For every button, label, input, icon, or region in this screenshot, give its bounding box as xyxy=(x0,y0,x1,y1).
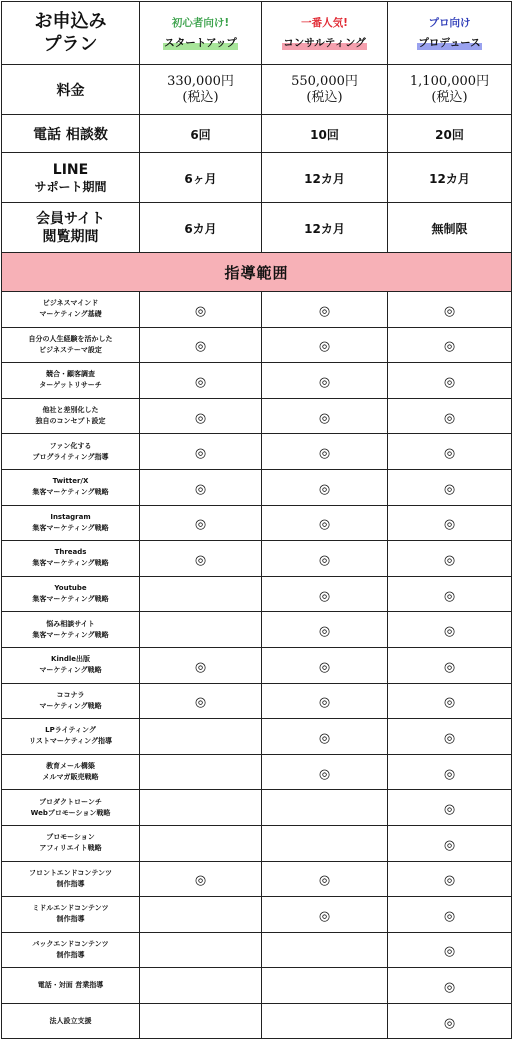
included-mark-icon: ◎ xyxy=(443,374,456,390)
included-mark-icon: ◎ xyxy=(443,802,456,818)
included-mark-icon: ◎ xyxy=(443,944,456,960)
feature-row xyxy=(2,861,512,897)
price-label-cell xyxy=(2,65,140,115)
price-tax-note: (税込) xyxy=(306,89,343,105)
included-mark-icon: ◎ xyxy=(194,517,207,533)
feature-label-cell xyxy=(2,505,140,541)
plan-corner-cell xyxy=(2,2,140,65)
included-mark-icon: ◎ xyxy=(443,766,456,782)
included-mark-icon: ◎ xyxy=(318,766,331,782)
feature-cell-consulting xyxy=(262,683,388,719)
feature-cell-startup xyxy=(140,790,262,826)
feature-label-line2: 集客マーケティング戦略 xyxy=(32,559,109,568)
member-site-cell-produce xyxy=(388,203,512,253)
plan-header-consulting xyxy=(262,2,388,65)
feature-cell-produce xyxy=(388,861,512,897)
included-mark-icon: ◎ xyxy=(194,339,207,355)
included-mark-icon: ◎ xyxy=(318,552,331,568)
feature-label-cell xyxy=(2,1003,140,1039)
feature-cell-startup xyxy=(140,683,262,719)
included-mark-icon: ◎ xyxy=(443,1015,456,1031)
feature-row xyxy=(2,825,512,861)
feature-cell-consulting xyxy=(262,719,388,755)
plan-header-produce xyxy=(388,2,512,65)
feature-cell-startup xyxy=(140,647,262,683)
feature-label-cell xyxy=(2,719,140,755)
feature-cell-consulting xyxy=(262,754,388,790)
feature-label-line1: ビジネスマインド xyxy=(42,299,99,308)
feature-cell-produce xyxy=(388,932,512,968)
member-site-cell-consulting xyxy=(262,203,388,253)
plan-tag-startup: 初心者向け! xyxy=(171,17,230,29)
feature-label-line2: ターゲットリサーチ xyxy=(39,381,102,390)
feature-label-line1: 教育メール構築 xyxy=(46,762,95,771)
feature-label-line1: Twitter/X xyxy=(52,477,89,486)
feature-cell-consulting xyxy=(262,541,388,577)
included-mark-icon: ◎ xyxy=(318,339,331,355)
feature-cell-produce xyxy=(388,968,512,1004)
feature-label-line1: 自分の人生経験を活かした xyxy=(28,334,113,343)
line-support-label-line2: サポート期間 xyxy=(34,179,107,194)
included-mark-icon: ◎ xyxy=(318,446,331,462)
feature-cell-produce xyxy=(388,292,512,328)
feature-cell-startup xyxy=(140,292,262,328)
feature-cell-startup xyxy=(140,327,262,363)
included-mark-icon: ◎ xyxy=(318,730,331,746)
included-mark-icon: ◎ xyxy=(443,873,456,889)
feature-row xyxy=(2,683,512,719)
plan-name-consulting: コンサルティング xyxy=(283,37,366,49)
feature-cell-startup xyxy=(140,897,262,933)
feature-cell-consulting xyxy=(262,505,388,541)
corner-label-line1: お申込み xyxy=(34,11,107,32)
feature-cell-consulting xyxy=(262,576,388,612)
calls-label-cell xyxy=(2,115,140,153)
feature-label-cell xyxy=(2,434,140,470)
included-mark-icon: ◎ xyxy=(318,410,331,426)
feature-label-cell xyxy=(2,932,140,968)
feature-label-line2: アフィリエイト戦略 xyxy=(39,844,102,853)
price-tax-note: (税込) xyxy=(182,89,219,105)
included-mark-icon: ◎ xyxy=(194,552,207,568)
feature-label-line1: Instagram xyxy=(50,512,91,521)
feature-cell-consulting xyxy=(262,1003,388,1039)
included-mark-icon: ◎ xyxy=(318,303,331,319)
plan-name-produce: プロデュース xyxy=(418,37,481,49)
member-site-row xyxy=(2,203,512,253)
price-cell-consulting xyxy=(262,65,388,115)
included-mark-icon: ◎ xyxy=(443,624,456,640)
feature-label-cell xyxy=(2,612,140,648)
feature-label-line2: 集客マーケティング戦略 xyxy=(32,630,109,639)
feature-label-cell xyxy=(2,327,140,363)
feature-label-line2: メルマガ販売戦略 xyxy=(42,773,99,782)
included-mark-icon: ◎ xyxy=(318,588,331,604)
feature-cell-consulting xyxy=(262,968,388,1004)
feature-label-line2: 集客マーケティング戦略 xyxy=(32,595,109,604)
feature-label-line2: ビジネステーマ設定 xyxy=(39,345,102,354)
plan-comparison-table xyxy=(1,1,512,1039)
member-site-value-consulting: 12カ月 xyxy=(304,222,345,236)
feature-cell-startup xyxy=(140,754,262,790)
feature-row xyxy=(2,363,512,399)
calls-cell-consulting xyxy=(262,115,388,153)
feature-row xyxy=(2,576,512,612)
feature-row xyxy=(2,932,512,968)
included-mark-icon: ◎ xyxy=(318,374,331,390)
line-support-label-line1: LINE xyxy=(52,161,89,178)
feature-cell-produce xyxy=(388,363,512,399)
calls-label: 電話 相談数 xyxy=(33,126,108,143)
feature-row xyxy=(2,398,512,434)
price-tax-note: (税込) xyxy=(431,89,468,105)
included-mark-icon: ◎ xyxy=(443,908,456,924)
feature-label-line1: ココナラ xyxy=(56,690,85,699)
included-mark-icon: ◎ xyxy=(194,481,207,497)
feature-row xyxy=(2,754,512,790)
feature-label-line2: 制作指導 xyxy=(56,879,85,888)
feature-cell-startup xyxy=(140,469,262,505)
line-support-cell-consulting xyxy=(262,153,388,203)
feature-cell-produce xyxy=(388,754,512,790)
line-support-cell-produce xyxy=(388,153,512,203)
feature-cell-startup xyxy=(140,434,262,470)
feature-row xyxy=(2,292,512,328)
feature-label-line1: 法人設立支援 xyxy=(49,1016,92,1025)
feature-label-line2: リストマーケティング指導 xyxy=(28,737,113,746)
member-site-label-line1: 会員サイト xyxy=(35,210,106,227)
feature-row xyxy=(2,719,512,755)
calls-row xyxy=(2,115,512,153)
feature-label-cell xyxy=(2,754,140,790)
line-support-label-cell xyxy=(2,153,140,203)
feature-label-line2: 独自のコンセプト設定 xyxy=(35,417,106,426)
feature-cell-produce xyxy=(388,719,512,755)
plan-name-startup: スタートアップ xyxy=(164,37,237,49)
included-mark-icon: ◎ xyxy=(318,908,331,924)
member-site-cell-startup xyxy=(140,203,262,253)
feature-cell-produce xyxy=(388,327,512,363)
feature-label-cell xyxy=(2,861,140,897)
feature-cell-startup xyxy=(140,825,262,861)
feature-cell-consulting xyxy=(262,363,388,399)
line-support-cell-startup xyxy=(140,153,262,203)
feature-cell-consulting xyxy=(262,398,388,434)
included-mark-icon: ◎ xyxy=(194,695,207,711)
feature-row xyxy=(2,897,512,933)
feature-label-cell xyxy=(2,647,140,683)
feature-label-line2: 制作指導 xyxy=(56,950,85,959)
feature-label-line1: 他社と差別化した xyxy=(42,406,99,415)
feature-row xyxy=(2,541,512,577)
feature-label-line1: LPライティング xyxy=(45,726,96,735)
included-mark-icon: ◎ xyxy=(443,980,456,996)
feature-cell-produce xyxy=(388,612,512,648)
feature-cell-consulting xyxy=(262,469,388,505)
price-cell-produce xyxy=(388,65,512,115)
feature-label-line1: 悩み相談サイト xyxy=(46,619,95,628)
included-mark-icon: ◎ xyxy=(318,659,331,675)
price-label: 料金 xyxy=(56,82,85,99)
included-mark-icon: ◎ xyxy=(194,659,207,675)
included-mark-icon: ◎ xyxy=(443,517,456,533)
calls-value-produce: 20回 xyxy=(435,128,464,142)
feature-cell-produce xyxy=(388,790,512,826)
feature-cell-startup xyxy=(140,505,262,541)
included-mark-icon: ◎ xyxy=(443,446,456,462)
feature-label-cell xyxy=(2,363,140,399)
included-mark-icon: ◎ xyxy=(443,730,456,746)
included-mark-icon: ◎ xyxy=(194,873,207,889)
feature-label-line1: ファン化する xyxy=(49,441,92,450)
feature-label-line1: プロモーション xyxy=(46,833,95,842)
feature-label-line2: 集客マーケティング戦略 xyxy=(32,488,109,497)
feature-cell-consulting xyxy=(262,932,388,968)
feature-row xyxy=(2,1003,512,1039)
feature-label-cell xyxy=(2,292,140,328)
feature-label-line2: Webプロモーション戦略 xyxy=(30,808,111,817)
feature-cell-consulting xyxy=(262,897,388,933)
feature-cell-produce xyxy=(388,647,512,683)
feature-cell-produce xyxy=(388,505,512,541)
feature-cell-produce xyxy=(388,541,512,577)
feature-row xyxy=(2,612,512,648)
calls-value-consulting: 10回 xyxy=(310,128,339,142)
included-mark-icon: ◎ xyxy=(318,481,331,497)
feature-label-line2: ブログライティング指導 xyxy=(32,452,109,461)
included-mark-icon: ◎ xyxy=(443,695,456,711)
feature-cell-startup xyxy=(140,612,262,648)
plan-header-row xyxy=(2,2,512,65)
corner-label-line2: プラン xyxy=(43,34,98,55)
feature-cell-startup xyxy=(140,541,262,577)
feature-cell-consulting xyxy=(262,434,388,470)
price-value-produce: 1,100,000円 xyxy=(409,73,490,89)
feature-cell-consulting xyxy=(262,861,388,897)
calls-cell-startup xyxy=(140,115,262,153)
feature-label-line1: 電話・対面 営業指導 xyxy=(37,981,104,990)
section-header-row xyxy=(2,253,512,292)
feature-label-line1: Kindle出版 xyxy=(51,655,90,664)
section-title: 指導範囲 xyxy=(2,253,512,292)
feature-label-cell xyxy=(2,790,140,826)
included-mark-icon: ◎ xyxy=(194,446,207,462)
feature-cell-produce xyxy=(388,825,512,861)
feature-label-line1: バックエンドコンテンツ xyxy=(32,939,109,948)
included-mark-icon: ◎ xyxy=(318,624,331,640)
feature-label-cell xyxy=(2,398,140,434)
feature-cell-consulting xyxy=(262,327,388,363)
feature-cell-startup xyxy=(140,719,262,755)
calls-cell-produce xyxy=(388,115,512,153)
included-mark-icon: ◎ xyxy=(194,303,207,319)
feature-label-line2: マーケティング基礎 xyxy=(39,310,102,319)
feature-cell-startup xyxy=(140,932,262,968)
feature-label-cell xyxy=(2,825,140,861)
member-site-label-line2: 閲覧期間 xyxy=(42,228,99,245)
included-mark-icon: ◎ xyxy=(443,659,456,675)
line-support-row xyxy=(2,153,512,203)
feature-label-line1: プロダクトローンチ xyxy=(39,797,102,806)
feature-row xyxy=(2,790,512,826)
feature-label-line1: Threads xyxy=(54,548,87,557)
included-mark-icon: ◎ xyxy=(443,410,456,426)
included-mark-icon: ◎ xyxy=(318,517,331,533)
feature-label-line2: 集客マーケティング戦略 xyxy=(32,523,109,532)
included-mark-icon: ◎ xyxy=(194,410,207,426)
included-mark-icon: ◎ xyxy=(443,552,456,568)
member-site-value-startup: 6カ月 xyxy=(184,222,217,236)
price-value-startup: 330,000円 xyxy=(167,73,234,89)
feature-label-cell xyxy=(2,897,140,933)
feature-label-cell xyxy=(2,968,140,1004)
included-mark-icon: ◎ xyxy=(443,837,456,853)
feature-row xyxy=(2,327,512,363)
feature-cell-consulting xyxy=(262,825,388,861)
feature-label-line1: 競合・顧客調査 xyxy=(46,370,95,379)
included-mark-icon: ◎ xyxy=(318,873,331,889)
feature-cell-startup xyxy=(140,576,262,612)
price-row xyxy=(2,65,512,115)
included-mark-icon: ◎ xyxy=(194,374,207,390)
included-mark-icon: ◎ xyxy=(318,695,331,711)
included-mark-icon: ◎ xyxy=(443,303,456,319)
feature-cell-consulting xyxy=(262,612,388,648)
plan-tag-consulting: 一番人気! xyxy=(301,17,348,29)
feature-cell-produce xyxy=(388,398,512,434)
feature-row xyxy=(2,434,512,470)
feature-row xyxy=(2,469,512,505)
feature-cell-startup xyxy=(140,1003,262,1039)
price-value-consulting: 550,000円 xyxy=(291,73,358,89)
plan-table-body xyxy=(2,2,512,1039)
feature-label-line2: 制作指導 xyxy=(56,915,85,924)
member-site-value-produce: 無制限 xyxy=(431,222,468,236)
included-mark-icon: ◎ xyxy=(443,481,456,497)
feature-label-line1: フロントエンドコンテンツ xyxy=(28,868,113,877)
feature-label-cell xyxy=(2,541,140,577)
line-support-value-startup: 6ヶ月 xyxy=(184,172,217,186)
feature-cell-produce xyxy=(388,434,512,470)
feature-cell-consulting xyxy=(262,292,388,328)
feature-label-cell xyxy=(2,469,140,505)
feature-label-cell xyxy=(2,683,140,719)
feature-label-line1: Youtube xyxy=(54,584,87,593)
member-site-label-cell xyxy=(2,203,140,253)
feature-cell-produce xyxy=(388,1003,512,1039)
price-cell-startup xyxy=(140,65,262,115)
feature-cell-startup xyxy=(140,363,262,399)
feature-label-line2: マーケティング戦略 xyxy=(39,701,102,710)
feature-label-cell xyxy=(2,576,140,612)
calls-value-startup: 6回 xyxy=(190,128,211,142)
plan-tag-produce: プロ向け xyxy=(428,17,471,29)
included-mark-icon: ◎ xyxy=(443,339,456,355)
feature-cell-produce xyxy=(388,897,512,933)
feature-row xyxy=(2,647,512,683)
feature-cell-consulting xyxy=(262,790,388,826)
line-support-value-consulting: 12カ月 xyxy=(304,172,345,186)
feature-cell-consulting xyxy=(262,647,388,683)
feature-label-line1: ミドルエンドコンテンツ xyxy=(32,904,109,913)
feature-cell-startup xyxy=(140,398,262,434)
feature-cell-startup xyxy=(140,968,262,1004)
feature-row xyxy=(2,505,512,541)
feature-cell-produce xyxy=(388,683,512,719)
feature-cell-produce xyxy=(388,576,512,612)
feature-cell-startup xyxy=(140,861,262,897)
included-mark-icon: ◎ xyxy=(443,588,456,604)
plan-header-startup xyxy=(140,2,262,65)
line-support-value-produce: 12カ月 xyxy=(429,172,470,186)
feature-label-line2: マーケティング戦略 xyxy=(39,666,102,675)
feature-cell-produce xyxy=(388,469,512,505)
feature-row xyxy=(2,968,512,1004)
